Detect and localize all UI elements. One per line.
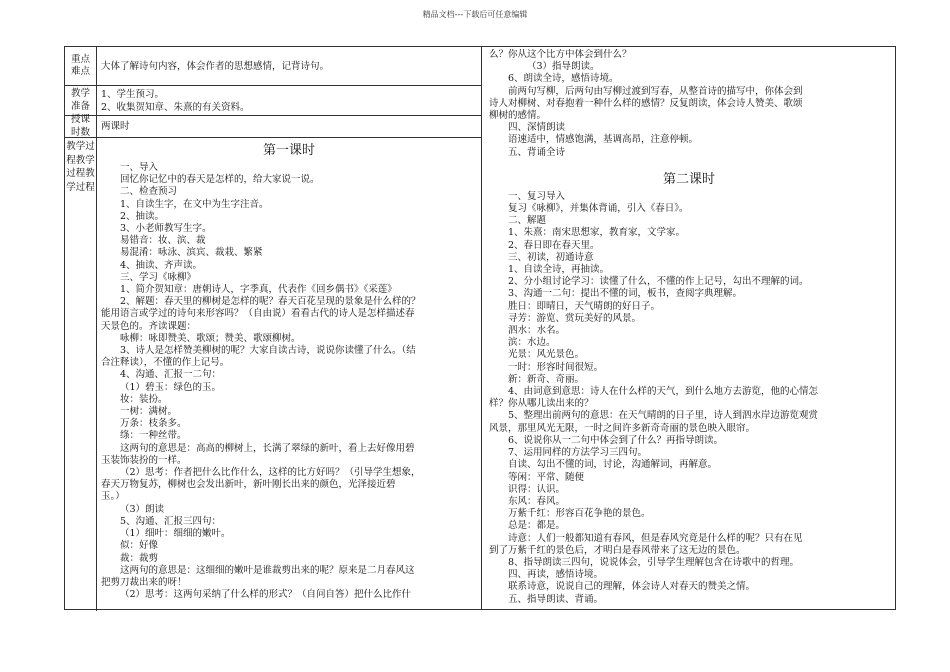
text-line: 二、解题 bbox=[508, 215, 547, 227]
text-line: 1、自读全诗，再抽读。 bbox=[508, 264, 610, 276]
text-line: 易混淆：咏泳、滨宾、裁栽、繁紧 bbox=[120, 247, 263, 259]
value-keypoints bbox=[101, 47, 477, 85]
text-line: 等闲：平常、随便 bbox=[508, 471, 585, 483]
lesson1-content bbox=[101, 139, 477, 609]
text-line: 6、朗读全诗，感悟诗境。 bbox=[508, 73, 619, 85]
text-line: （3）朗读 bbox=[120, 503, 165, 515]
text-line: 3、诗人是怎样赞美柳树的呢？大家自读古诗，说说你读懂了什么。（结 bbox=[120, 345, 416, 357]
text-line: （3）指导朗读。 bbox=[527, 61, 600, 73]
text-line: 新：新奇、奇丽。 bbox=[508, 373, 585, 385]
row-prep bbox=[65, 86, 481, 116]
lesson2-title: 第二课时 bbox=[662, 171, 715, 187]
text-line: 一树：满树。 bbox=[120, 406, 178, 418]
text-line: 一、复习导入 bbox=[508, 190, 566, 202]
text-line: 二、检查预习 bbox=[120, 186, 178, 198]
text-line: 2、分小组讨论学习：读懂了什么，不懂的作上记号，勾出不理解的词。 bbox=[508, 276, 809, 288]
text-line: （1）碧玉：绿色的玉。 bbox=[120, 381, 222, 393]
text-line: 5、沟通、汇报三四句： bbox=[120, 515, 222, 527]
text-line: 回忆你记忆中的春天是怎样的，给大家说一说。 bbox=[120, 174, 320, 186]
text-line: 似：好像 bbox=[120, 540, 159, 552]
text-line: 四、深情朗读 bbox=[508, 122, 566, 134]
text-line: 寻芳：游览、赏玩美好的风景。 bbox=[508, 312, 642, 324]
text-line: 玉装饰装扮的一样。 bbox=[101, 454, 187, 466]
text-line: 把剪刀裁出来的呀！ bbox=[101, 576, 187, 588]
text-line: 风景，那里风光无限，一时之间许多新奇奇丽的景色映入眼帘。 bbox=[489, 422, 756, 434]
text-line: 能用语言或学过的诗句来形容吗？（自由说）看看古代的诗人是怎样描述春 bbox=[101, 308, 415, 320]
text-line: 东风：春风。 bbox=[508, 495, 566, 507]
text-line: 2、春日即在春天里。 bbox=[508, 239, 600, 251]
label-prep: 教学准备 bbox=[65, 86, 97, 115]
text-line: 三、初读，初通诗意 bbox=[508, 251, 594, 263]
page-header: 精品文档---下载后可任意编辑 bbox=[422, 10, 528, 19]
text-line: 一、导入 bbox=[120, 162, 159, 173]
lesson1-lines bbox=[101, 162, 477, 601]
label-hours: 授课时数 bbox=[65, 116, 97, 137]
text-line: 诗人对柳树、对春抱着一种什么样的感情？反复朗读，体会诗人赞美、歌颂 bbox=[489, 97, 803, 109]
text-line: 合注释读），不懂的作上记号。 bbox=[101, 357, 230, 369]
text-line: 咏柳：咏即赞美、歌颂；赞美、歌颂柳树。 bbox=[120, 332, 301, 344]
text-line: 五、背诵全诗 bbox=[508, 146, 566, 158]
label-keypoints: 重点难点 bbox=[65, 47, 97, 85]
value-hours-text: 两课时 bbox=[101, 121, 130, 132]
text-line: 7、运用同样的方法学习三四句。 bbox=[508, 447, 648, 459]
text-line: 玉。） bbox=[101, 491, 125, 503]
text-line: 天景色的。齐读课题： bbox=[101, 320, 197, 332]
text-line: 绦：一种丝带。 bbox=[120, 430, 187, 442]
text-line: 滨：水边。 bbox=[508, 337, 556, 349]
text-line: 1、简介贺知章：唐朝诗人，字季真，代表作《回乡偶书》《采莲》 bbox=[120, 284, 397, 296]
text-line: 4、抽读、齐声读。 bbox=[120, 259, 203, 271]
text-line: 2、抽读。 bbox=[120, 210, 165, 222]
value-keypoints-text: 大体了解诗句内容，体会作者的思想感情，记背诗句。 bbox=[101, 60, 330, 72]
text-line: （2）思考：这两句采纳了什么样的形式？（自问自答）把什么比作什 bbox=[120, 589, 412, 601]
text-line: 4、由词意到意思：诗人在什么样的天气，到什么地方去游览，他的心情怎 bbox=[508, 386, 819, 398]
text-line: 柳树的感情。 bbox=[489, 110, 547, 122]
column-divider bbox=[481, 47, 482, 609]
text-line: 这两句的意思是：高高的柳树上，长满了翠绿的新叶，看上去好像用碧 bbox=[120, 442, 415, 454]
text-line: 易错音：妆、滨、裁 bbox=[120, 235, 206, 247]
lesson1-continued-lines bbox=[489, 49, 889, 159]
text-line: （2）思考：作者把什么比作什么，这样的比方好吗？（引导学生想象， bbox=[120, 467, 421, 479]
text-line: 泗水：水名。 bbox=[508, 325, 566, 337]
text-line: 5、整理出前两句的意思：在天气晴朗的日子里，诗人到泗水岸边游览观赏 bbox=[508, 410, 819, 422]
text-line: 语速适中，情感饱满，基调高昂，注意停顿。 bbox=[508, 134, 699, 146]
text-line: 识得：认识。 bbox=[508, 483, 566, 495]
row-hours bbox=[65, 116, 481, 138]
text-line: 一时：形容时间很短。 bbox=[508, 361, 604, 373]
text-line: 万紫千红：形容百花争艳的景色。 bbox=[508, 508, 651, 520]
text-line: 3、小老师教写生字。 bbox=[120, 223, 212, 235]
text-line: 8、指导朗读三四句，说说体会，引导学生理解包含在诗歌中的哲理。 bbox=[508, 556, 800, 568]
text-line: 1、自读生字，在文中为生字注音。 bbox=[120, 198, 269, 210]
text-line: 4、沟通、汇报一二句： bbox=[120, 369, 222, 381]
text-line: 诗意：人们一般都知道有春风，但是春风究竟是什么样的呢？只有在见 bbox=[508, 532, 803, 544]
text-line: 前两句写柳，后两句由写柳过渡到写春，从整首诗的描写中，你体会到 bbox=[508, 85, 803, 97]
text-line: 么？你从这个比方中体会到什么？ bbox=[489, 49, 632, 60]
prep-item: 2、收集贺知章、朱熹的有关资料。 bbox=[101, 101, 250, 113]
text-line: 6、说说你从一二句中体会到了什么？再指导朗读。 bbox=[508, 434, 724, 446]
text-line: 光景：风光景色。 bbox=[508, 349, 585, 361]
text-line: 样？你从哪儿读出来的？ bbox=[489, 398, 594, 410]
text-line: 五、指导朗读、背诵。 bbox=[508, 593, 604, 605]
prep-item: 1、学生预习。 bbox=[101, 88, 165, 100]
value-hours bbox=[101, 116, 477, 137]
lesson2-lines bbox=[489, 191, 889, 606]
text-line: 万条：枝条多。 bbox=[120, 418, 187, 430]
text-line: 1、朱熹：南宋思想家，教育家，文学家。 bbox=[508, 227, 686, 239]
label-process: 教学过程教学过程教学过程 bbox=[65, 138, 97, 611]
value-prep bbox=[101, 86, 477, 115]
text-line: 自读、勾出不懂的词，讨论，沟通解词，再解意。 bbox=[508, 459, 718, 471]
text-line: 联系诗意，说说自己的理解，体会诗人对春天的赞美之情。 bbox=[508, 581, 756, 593]
lesson1-title: 第一课时 bbox=[262, 143, 315, 158]
right-column-content bbox=[489, 49, 889, 609]
text-line: 到了万紫千红的景色后，才明白是春风带来了这无边的景色。 bbox=[489, 544, 746, 556]
text-line: 复习《咏柳》，并集体背诵，引入《春日》。 bbox=[508, 203, 689, 215]
lesson-plan-table bbox=[64, 46, 896, 610]
text-line: 春天万物复苏，柳树也会发出新叶，新叶刚长出来的颜色，光泽接近碧 bbox=[101, 479, 396, 491]
text-line: 总是：都是。 bbox=[508, 520, 566, 532]
text-line: 胜日：即晴日，天气晴朗的好日子。 bbox=[508, 300, 661, 312]
text-line: 这两句的意思是：这细细的嫩叶是谁裁剪出来的呢？原来是二月春风这 bbox=[120, 564, 415, 576]
row-keypoints bbox=[65, 47, 481, 86]
text-line: 裁：裁剪 bbox=[120, 552, 159, 564]
text-line: 妆：装扮。 bbox=[120, 393, 168, 405]
text-line: 3、沟通一二句：提出不懂的词，板书，查阅字典理解。 bbox=[508, 288, 743, 300]
text-line: 四、再读，感悟诗境。 bbox=[508, 569, 604, 581]
text-line: 三、学习《咏柳》 bbox=[120, 271, 197, 283]
text-line: 2、解题：春天里的柳树是怎样的呢？春天百花呈现的景象是什么样的？ bbox=[120, 296, 421, 308]
text-line: （1）细叶：细细的嫩叶。 bbox=[120, 528, 231, 540]
